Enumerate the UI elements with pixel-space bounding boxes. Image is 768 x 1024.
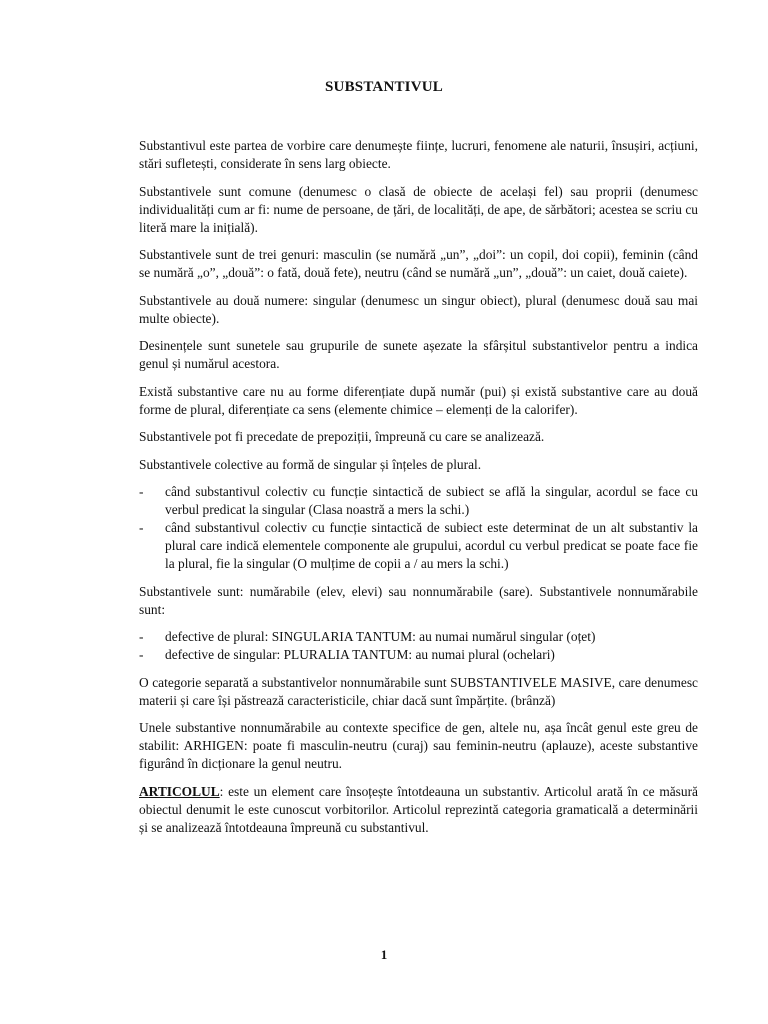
list-dash: - [139, 647, 144, 662]
paragraph-endings: Desinențele sunt sunetele sau grupurile de sunete așezate la sfârșitul substantivelor pentru a indica genul și numărul acestora. [139, 338, 698, 371]
paragraph-countable: Substantivele sunt: numărabile (elev, elevi) sau nonnumărabile (sare). Substantivele nonnumărabile sunt: [139, 583, 698, 617]
paragraph-plural-forms: Există substantive care nu au forme diferențiate după număr (pui) și există substantive care au două forme de plural, diferențiate ca sens (elemente chimice – elemenți de la calorifer). [139, 383, 698, 417]
list-item-text: când substantivul colectiv cu funcție sintactică de subiect se află la singular, acordul se face cu verbul predicat la singular (Clasa noastră a mers la schi.) [165, 484, 698, 517]
list-dash: - [139, 520, 144, 535]
paragraph-genders: Substantivele sunt de trei genuri: masculin (se numără „un”, „doi”: un copil, doi copii), feminin (când se numără „o”, „două”: o fată, două fete), neutru (când se numără „un”, „două”: un caiet, două caiete). [139, 247, 698, 280]
paragraph-numbers: Substantivele au două numere: singular (denumesc un singur obiect), plural (denumesc două sau mai multe obiecte). [139, 292, 698, 326]
paragraph-definition: Substantivul este partea de vorbire care denumește ființe, lucruri, fenomene ale naturii, însușiri, acțiuni, stări sufletești, considerate în sens larg obiecte. [139, 138, 698, 171]
list-item [81, 519, 698, 573]
collective-agreement-list [81, 483, 698, 573]
defective-list [81, 628, 698, 664]
paragraph-prepositions: Substantivele pot fi precedate de prepoziții, împreună cu care se analizează. [139, 429, 545, 444]
list-item-text: când substantivul colectiv cu funcție sintactică de subiect este determinat de un alt substantiv la plural care indică elementele componente ale grupului, acordul cu verbul predicat se poate face fie la plural, fie la singular (O mulțime de copii a / au mers la schi.) [165, 520, 698, 571]
paragraph-arhigen: Unele substantive nonnumărabile au contexte specifice de gen, altele nu, așa încât genul este greu de stabilit: ARHIGEN: poate fi masculin-neutru (curaj) sau feminin-neutru (aplauze), aceste substantive figurând în dicționare la genul neutru. [139, 720, 698, 771]
paragraph-common-proper: Substantivele sunt comune (denumesc o clasă de obiecte de același fel) sau proprii (denumesc individualități cum ar fi: nume de persoane, de țări, de localități, de ape, de sărbători; acestea se scriu cu literă mare la inițială). [139, 183, 698, 235]
list-item-text: defective de singular: PLURALIA TANTUM: au numai plural (ochelari) [165, 647, 555, 662]
article-text: : este un element care însoțește întotdeauna un substantiv. Articolul arată în ce măsură obiectul denumit le este cunoscut vorbitorilor. Articolul reprezintă categoria gramaticală a determinării și se analizează întotdeauna împreună cu substantivul. [139, 783, 698, 835]
document-body [139, 137, 698, 846]
page-number: 1 [380, 947, 388, 962]
list-item [81, 483, 698, 519]
list-item [81, 628, 698, 646]
paragraph-collective: Substantivele colective au formă de singular și înțeles de plural. [139, 456, 482, 472]
list-dash: - [139, 629, 144, 644]
list-dash: - [139, 484, 144, 499]
article-heading: ARTICOLUL [139, 783, 220, 799]
paragraph-article [139, 783, 698, 837]
list-item [81, 646, 698, 664]
list-item-text: defective de plural: SINGULARIA TANTUM: au numai numărul singular (oțet) [165, 629, 596, 644]
paragraph-mass-nouns: O categorie separată a substantivelor nonnumărabile sunt SUBSTANTIVELE MASIVE, care denumesc materii și care își păstrează caracteristicile, chiar dacă sunt împărțite. (brânză) [139, 674, 698, 708]
page-title: SUBSTANTIVUL [325, 79, 443, 95]
